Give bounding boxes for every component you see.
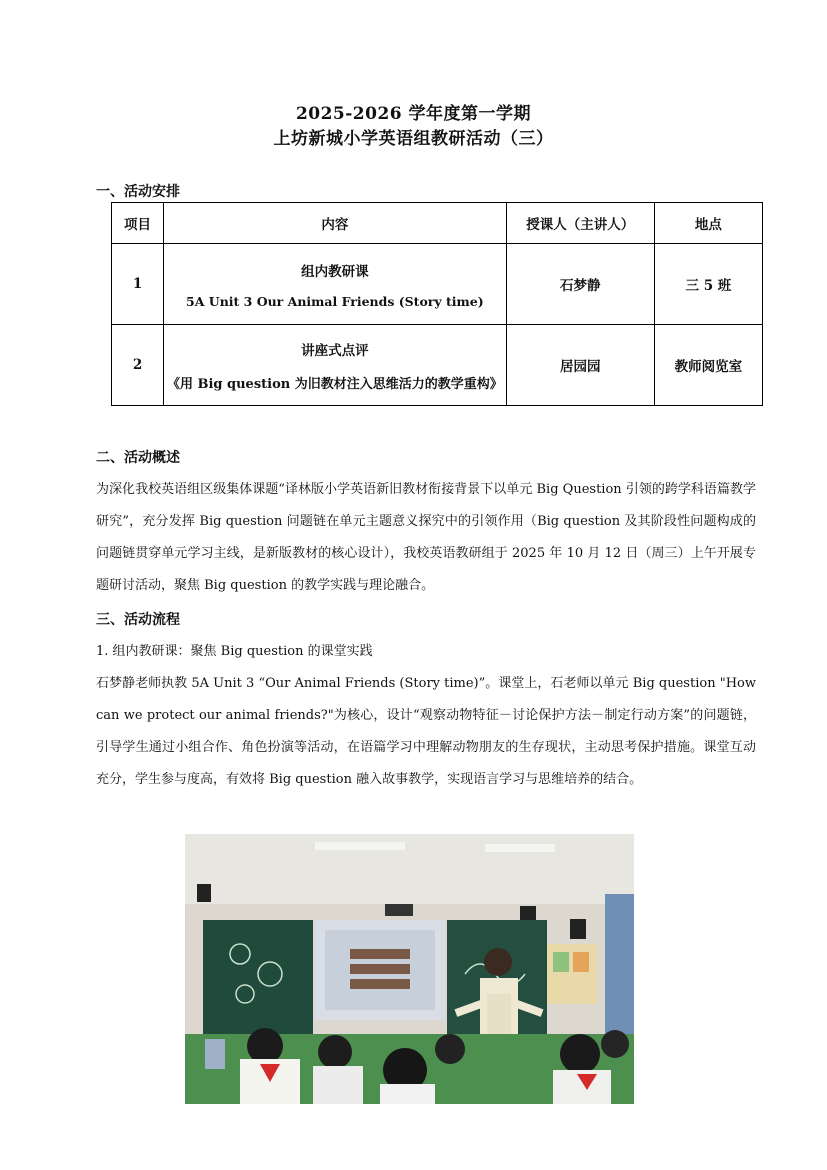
cell-item: 2	[112, 325, 164, 406]
col-header-content: 内容	[164, 203, 507, 244]
col-header-teacher: 授课人（主讲人）	[506, 203, 654, 244]
col-header-place: 地点	[654, 203, 762, 244]
section2-paragraph	[96, 474, 756, 602]
cell-teacher: 居园园	[506, 325, 654, 406]
section2-text: 为深化我校英语组区级集体课题“译林版小学英语新旧教材衔接背景下以单元 Big Question 引领的跨学科语篇教学研究”，充分发挥 Big question 问题链在单元主题意义探究中的引领作用（Big question 及其阶段性问题构成的问题链贯穿单元学习主线，是新版教材的核心设计），我校英语教研组于 2025 年 10 月 12 日（周三）上午开展专题研讨活动，聚焦 Big question 的教学实践与理论融合。	[96, 482, 756, 593]
section1-heading: 一、活动安排	[96, 184, 180, 200]
table-header-row	[112, 203, 763, 244]
content-sub: 《用 Big question 为旧教材注入思维活力的教学重构》	[166, 376, 503, 392]
classroom-photo-image	[185, 834, 634, 1104]
section3-paragraph: 石梦静老师执教 5A Unit 3 “Our Animal Friends (Story time)”。课堂上，石老师以单元 Big question "How can we protect our animal friends?"为核心，设计“观察动物特征－讨论保护方法－制定行动方案”的问题链，引导学生通过小组合作、角色扮演等活动，在语篇学习中理解动物朋友的生存现状，主动思考保护措施。课堂互动充分，学生参与度高，有效将 Big question 融入故事教学，实现语言学习与思维培养的结合。	[96, 676, 756, 787]
cell-place: 教师阅览室	[654, 325, 762, 406]
content-sub: 5A Unit 3 Our Animal Friends (Story time)	[186, 293, 484, 309]
section2-heading: 二、活动概述	[96, 450, 180, 466]
cell-content	[164, 244, 507, 325]
cell-item: 1	[112, 244, 164, 325]
table-row	[112, 244, 763, 325]
content-main: 组内教研课	[301, 263, 369, 280]
arrangement-table	[111, 202, 763, 406]
cell-content	[164, 325, 507, 406]
classroom-photo	[185, 834, 634, 1104]
col-header-item: 项目	[112, 203, 164, 244]
document-title-line1: 2025-2026 学年度第一学期	[295, 104, 532, 124]
table-row	[112, 325, 763, 406]
content-main: 讲座式点评	[301, 342, 369, 359]
cell-place: 三 5 班	[654, 244, 762, 325]
section3-heading: 三、活动流程	[96, 612, 180, 628]
section3-subheading: 1. 组内教研课：聚焦 Big question 的课堂实践	[96, 644, 373, 659]
document-title-line2: 上坊新城小学英语组教研活动（三）	[273, 129, 554, 149]
cell-teacher: 石梦静	[506, 244, 654, 325]
